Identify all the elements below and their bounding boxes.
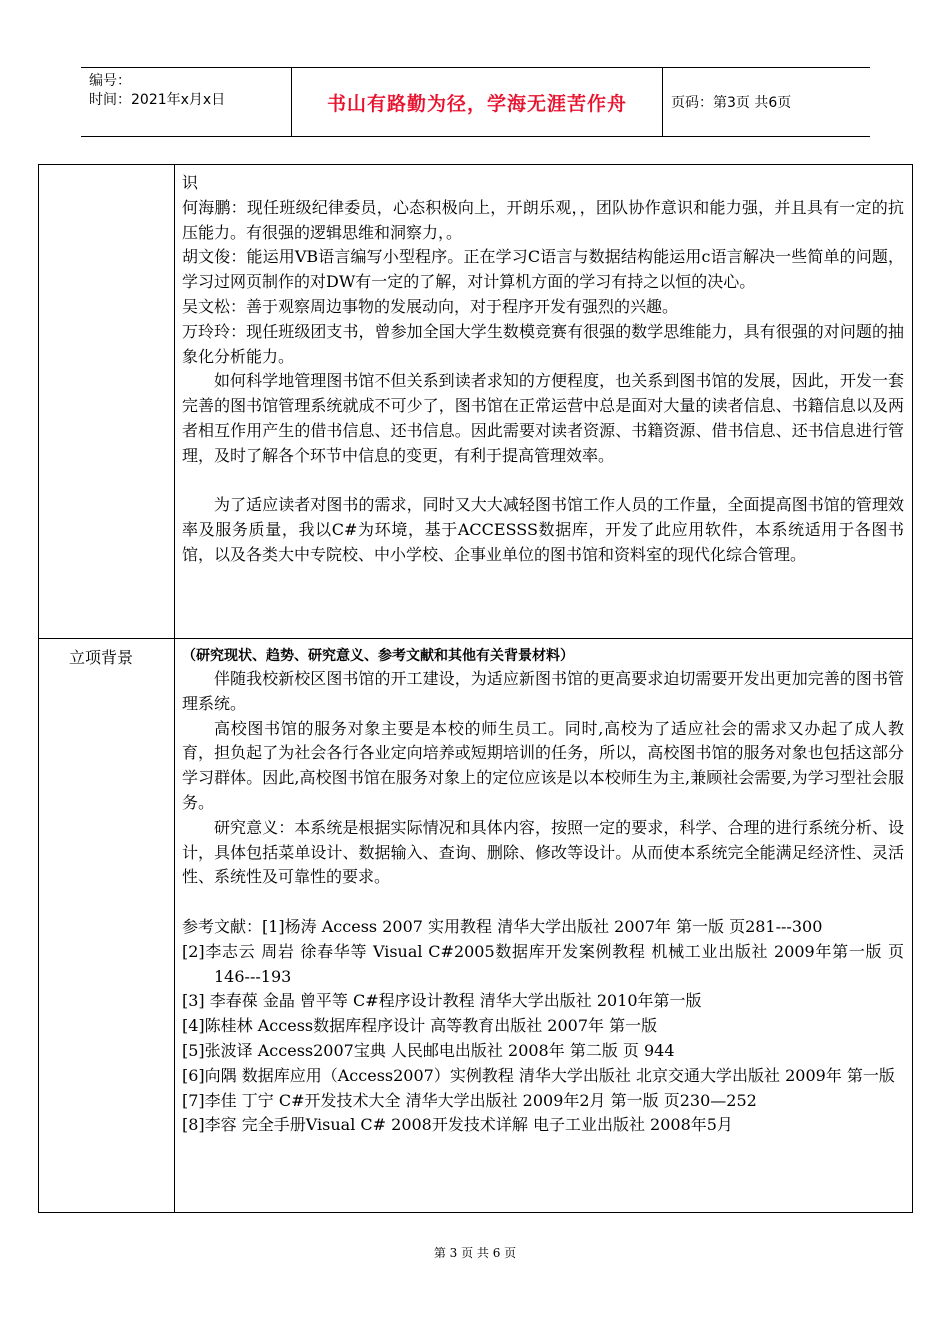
table-row xyxy=(39,639,912,1212)
reference-item: 参考文献：[1]杨涛 Access 2007 实用教程 清华大学出版社 2007年 第一版 页281---300 xyxy=(182,916,823,936)
page-footer: 第 3 页 共 6 页 xyxy=(433,1246,517,1260)
time-label: 时间：2021年x月x日 xyxy=(89,92,226,108)
reference-item: [3] 李春葆 金晶 曾平等 C#程序设计教程 清华大学出版社 2010年第一版 xyxy=(182,991,702,1011)
reference-item: [7]李佳 丁宁 C#开发技术大全 清华大学出版社 2009年2月 第一版 页230—252 xyxy=(182,1090,757,1110)
content-table xyxy=(38,164,913,1213)
row-label-cell xyxy=(39,165,175,638)
table-row xyxy=(39,165,912,639)
reference-item: [5]张波译 Access2007宝典 人民邮电出版社 2008年 第二版 页 944 xyxy=(182,1040,675,1060)
number-label: 编号： xyxy=(89,73,131,89)
row-content-cell xyxy=(175,165,912,638)
reference-item: [6]向隅 数据库应用（Access2007）实例教程 清华大学出版社 北京交通大学出版社 2009年 第一版 xyxy=(182,1065,895,1085)
paragraph: 识 xyxy=(182,173,199,192)
paragraph: 胡文俊：能运用VB语言编写小型程序。正在学习C语言与数据结构能运用c语言解决一些简单的问题，学习过网页制作的对DW有一定的了解，对计算机方面的学习有持之以恒的决心。 xyxy=(182,247,904,292)
header-motto: 书山有路勤为径，学海无涯苦作舟 xyxy=(292,68,663,136)
paragraph: 万玲玲：现任班级团支书，曾参加全国大学生数模竞赛有很强的数学思维能力，具有很强的对问题的抽象化分析能力。 xyxy=(182,321,904,366)
page-header xyxy=(81,67,870,137)
section-subtitle: （研究现状、趋势、研究意义、参考文献和其他有关背景材料） xyxy=(182,648,574,664)
paragraph: 伴随我校新校区图书馆的开工建设，为适应新图书馆的更高要求迫切需要开发出更加完善的图书管理系统。 xyxy=(182,669,904,713)
paragraph: 为了适应读者对图书的需求，同时又大大减轻图书馆工作人员的工作量，全面提高图书馆的管理效率及服务质量，我以C#为环境，基于ACCESSS数据库，开发了此应用软件，本系统适用于各图书馆，以及各类大中专院校、中小学校、企事业单位的图书馆和资料室的现代化综合管理。 xyxy=(182,495,904,564)
reference-item: [8]李容 完全手册Visual C# 2008开发技术详解 电子工业出版社 2008年5月 xyxy=(182,1115,733,1135)
paragraph: 何海鹏：现任班级纪律委员，心态积极向上，开朗乐观，，团队协作意识和能力强，并且具有一定的抗压能力。有很强的逻辑思维和洞察力，。 xyxy=(182,197,904,242)
paragraph: 研究意义：本系统是根据实际情况和具体内容，按照一定的要求，科学、合理的进行系统分析、设计，具体包括菜单设计、数据输入、查询、删除、修改等设计。从而使本系统完全能满足经济性、灵活性、系统性及可靠性的要求。 xyxy=(182,817,904,887)
paragraph: 如何科学地管理图书馆不但关系到读者求知的方便程度，也关系到图书馆的发展，因此，开发一套完善的图书馆管理系统就成不可少了，图书馆在正常运营中总是面对大量的读者信息、书籍信息以及两者相互作用产生的借书信息、还书信息。因此需要对读者资源、书籍资源、借书信息、还书信息进行管理，及时了解各个环节中信息的变更，有利于提高管理效率。 xyxy=(182,371,904,465)
header-page-info: 页码：第3页 共6页 xyxy=(671,95,792,111)
row-content-cell xyxy=(175,639,912,1212)
paragraph: 吴文松：善于观察周边事物的发展动向，对于程序开发有强烈的兴趣。 xyxy=(182,296,679,316)
header-meta xyxy=(81,68,292,136)
reference-item: [4]陈桂林 Access数据库程序设计 高等教育出版社 2007年 第一版 xyxy=(182,1016,658,1036)
paragraph: 高校图书馆的服务对象主要是本校的师生员工。同时,高校为了适应社会的需求又办起了成人教育，担负起了为社会各行各业定向培养或短期培训的任务，所以，高校图书馆的服务对象也包括这部分学习群体。因此,高校图书馆在服务对象上的定位应该是以本校师生为主,兼顾社会需要,为学习型社会服务。 xyxy=(182,718,904,812)
row-label-cell xyxy=(39,639,175,1212)
row-label: 立项背景 xyxy=(69,648,134,667)
reference-item: [2]李志云 周岩 徐春华等 Visual C#2005数据库开发案例教程 机械工业出版社 2009年第一版 页146---193 xyxy=(182,941,904,986)
